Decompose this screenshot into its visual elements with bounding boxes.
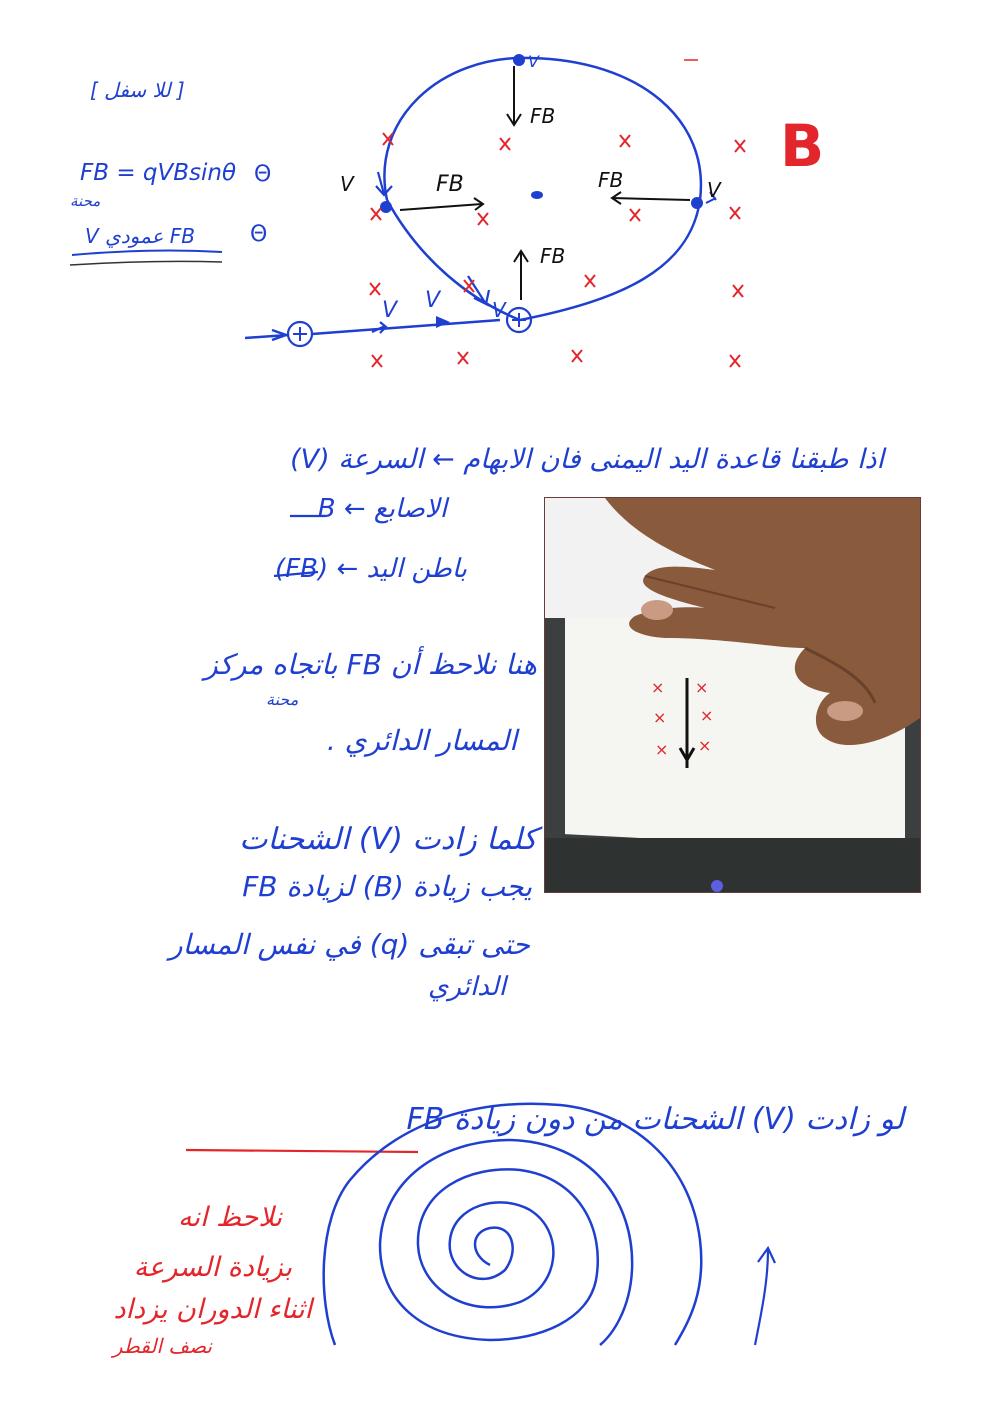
photo-hand — [545, 498, 920, 892]
rule-line-2: الاصابع ← B — [317, 494, 447, 524]
top-note: [ للا سفل ] — [90, 78, 185, 102]
fb-label-left: FB — [436, 172, 464, 197]
note2-line-1: كلما زادت (V) الشحنات — [239, 822, 537, 857]
note1-line-1: هنا نلاحظ أن FB باتجاه مركز — [204, 648, 537, 681]
force-formula: FB = qVBsinθ — [80, 160, 237, 186]
red-note-3: اثناء الدوران يزداد — [113, 1294, 312, 1325]
note2-line-2: يجب زيادة (B) لزيادة FB — [242, 870, 532, 903]
formula-marker-1: Θ — [254, 162, 272, 187]
circle-center — [531, 191, 543, 199]
charge-right — [691, 197, 703, 209]
v-label-right: V — [707, 178, 721, 202]
fb-label-bottom: FB — [540, 244, 566, 268]
fb-arrow-top — [507, 66, 521, 125]
v-label-entry: V — [492, 298, 506, 322]
b-field-label: B — [780, 112, 825, 180]
fb-arrow-right — [612, 192, 690, 204]
photo-cross-2: × — [695, 678, 709, 697]
rule-line-3: باطن اليد ← (FB) — [275, 554, 467, 584]
photo-cross-4: × — [700, 706, 714, 725]
expanding-spiral — [324, 1104, 702, 1345]
bottom-line: لو زادت (V) الشحنات من دون زيادة FB — [406, 1102, 904, 1137]
charge-left — [380, 201, 392, 213]
note2-line-3: حتى تبقى (q) في نفس المسار — [169, 928, 530, 961]
v-label-path2: V — [425, 288, 441, 313]
charge-top — [513, 54, 525, 66]
circular-path — [384, 58, 701, 320]
fb-arrow-left — [400, 198, 483, 210]
perpendicular-note: V عمودي FB — [85, 224, 196, 248]
rule-line-1: اذا طبقنا قاعدة اليد اليمنى فان الابهام ← السرعة (V) — [290, 444, 884, 475]
photo-cross-1: × — [651, 678, 665, 697]
red-underline — [186, 1150, 418, 1152]
formula-under: محنة — [70, 192, 101, 210]
photo-cross-6: × — [698, 736, 712, 755]
v-label-top: V — [528, 52, 539, 71]
fb-arrow-bottom — [514, 251, 528, 300]
v-label-left: V — [340, 172, 354, 196]
spiral-arrow — [755, 1248, 775, 1345]
photo-cross-5: × — [655, 740, 669, 759]
note2-line-4: الدائري — [428, 972, 506, 1002]
red-note-2: بزيادة السرعة — [133, 1252, 292, 1283]
fb-label-right: FB — [598, 168, 624, 192]
fb-label-top: FB — [530, 104, 556, 128]
note1-under: محنة — [266, 690, 299, 709]
photo-cross-3: × — [653, 708, 667, 727]
formula-marker-2: Θ — [250, 222, 268, 247]
red-note-4: نصف القطر — [112, 1334, 212, 1358]
note1-line-2: المسار الدائري . — [326, 724, 517, 757]
hand-rule-photo — [544, 497, 921, 893]
v-label-path1: V — [382, 298, 398, 323]
red-note-1: نلاحظ انه — [177, 1202, 282, 1233]
